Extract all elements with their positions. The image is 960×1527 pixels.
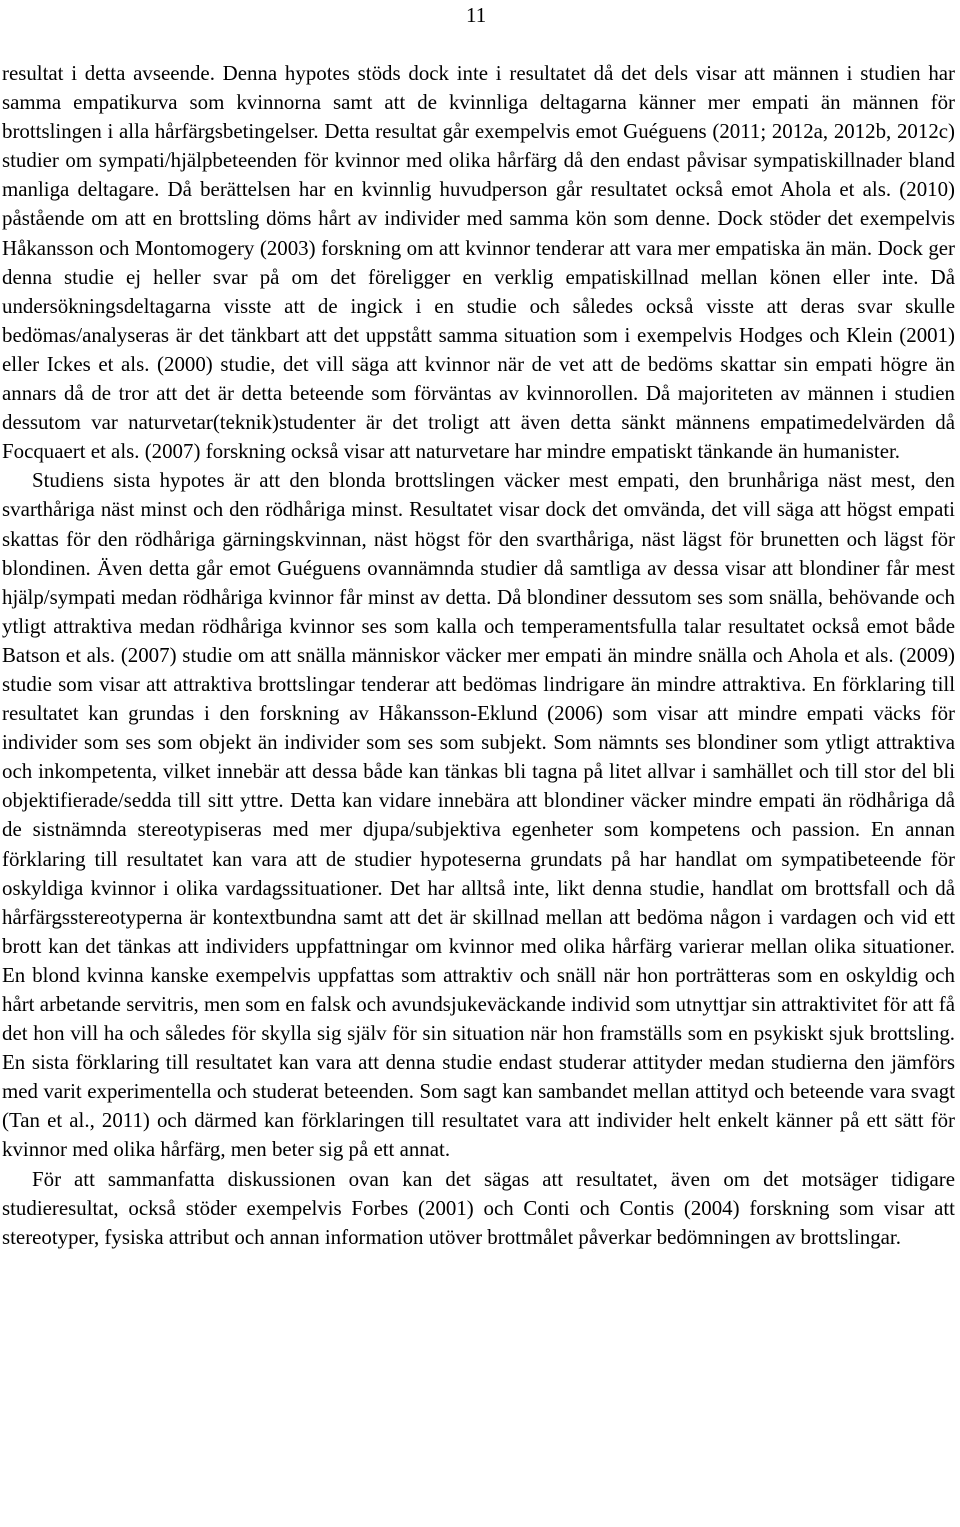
page-number: 11 [466,3,487,27]
paragraph-last-hypothesis: Studiens sista hypotes är att den blonda brottslingen väcker mest empati, den brunhåriga näst mest, den svarthåriga näst minst och den rödhåriga minst. Resultatet visar dock det omvända, det vill säga att högst empati skattas för den rödhåriga gärningskvinnan, näst högst för den svarthåriga, näst lägst för brunetten och lägst för blondinen. Även detta går emot Guéguens ovannämnda studier då samtliga av dessa visar att blondiner får mest hjälp/sympati medan rödhåriga kvinnor får minst av detta. Då blondiner dessutom ses som snälla, behövande och ytligt attraktiva medan rödhåriga kvinnor ses som kalla och temperamentsfulla talar resultatet också emot både Batson et als. (2007) studie om att snälla människor väcker mer empati än mindre snälla och Ahola et als. (2009) studie som visar att attraktiva brottslingar tenderar att bedömas lindrigare än mindre attraktiva. En förklaring till resultatet kan grundas i den forskning av Håkansson-Eklund (2006) som visar att mindre empati väcks för individer som ses som objekt än individer som ses som subjekt. Som nämnts ses blondiner som ytligt attraktiva och inkompetenta, vilket innebär att dessa både kan tänkas bli tagna på litet allvar i samhället och till stor del bli objektifierade/sedda till sitt yttre. Detta kan vidare innebära att blondiner väcker mindre empati än rödhåriga då de sistnämnda stereotypiseras med mer djupa/subjektiva egenheter som kompetens och passion. En annan förklaring till resultatet kan vara att de studier hypoteserna grundats på har handlat om sympatibeteende för oskyldiga kvinnor i olika vardagssituationer. Det har alltså inte, likt denna studie, handlat om brottsfall och då hårfärgsstereotyperna är kontextbundna samt att det är skillnad mellan att bedöma någon i vardagen och vid ett brott kan det tänkas att individers uppfattningar om kvinnor med olika hårfärg varierar mellan olika situationer. En blond kvinna kanske exempelvis uppfattas som attraktiv och snäll när hon porträtteras som en oskyldig och hårt arbetande servitris, men som en falsk och avundsjukeväckande individ som utnyttjar sin attraktivitet för att få det hon vill ha och således för skylla sig själv för sin situation när hon framställs som en psykiskt sjuk brottsling. En sista förklaring till resultatet kan vara att denna studie endast studerar attityder medan studierna den jämförs med varit experimentella och studerat beteenden. Som sagt kan sambandet mellan attityd och beteende vara svagt (Tan et al., 2011) och därmed kan förklaringen till resultatet vara att individer helt enkelt känner på ett sätt för kvinnor med olika hårfärg, men beter sig på ett annat. [2,468,955,1162]
paragraph-continued: resultat i detta avseende. Denna hypotes stöds dock inte i resultatet då det dels visar att männen i studien har samma empatikurva som kvinnorna samt att de kvinnliga deltagarna känner mer empati än männen för brottslingen i alla hårfärgsbetingelser. Detta resultat går exempelvis emot Guéguens (2011; 2012a, 2012b, 2012c) studier om sympati/hjälpbeteenden för kvinnor med olika hårfärg då den endast påvisar sympatiskillnader bland manliga deltagare. Då berättelsen har en kvinnlig huvudperson går resultatet också emot Ahola et als. (2010) påstående om att en brottsling döms hårt av individer med samma kön som denne. Dock stöder det exempelvis Håkansson och Montomogery (2003) forskning om att kvinnor tenderar att vara mer empatiska än män. Dock ger denna studie ej heller svar på om det föreligger en verklig empatiskillnad mellan könen eller inte. Då undersökningsdeltagarna visste att de ingick i en studie och således också visste att deras svar skulle bedömas/analyseras är det tänkbart att det uppstått samma situation som i exempelvis Hodges och Klein (2001) eller Ickes et als. (2000) studie, det vill säga att kvinnor när de vet att de bedöms skattar sin empati högre än annars då de tror att det är detta beteende som förväntas av kvinnorollen. Då majoriteten av männen i studien dessutom var naturvetar(teknik)studenter är det troligt att även detta sänkt männens empatimedelvärden då Focquaert et als. (2007) forskning också visar att naturvetare har mindre empatiskt tänkande än humanister. [2,61,955,464]
paragraph-summary: För att sammanfatta diskussionen ovan kan det sägas att resultatet, även om det motsäger tidigare studieresultat, också stöder exempelvis Forbes (2001) och Conti och Contis (2004) forskning som visar att stereotyper, fysiska attribut och annan information utöver brottmålet påverkar bedömningen av brottslingar. [2,1166,955,1249]
document-body [2,59,955,1252]
